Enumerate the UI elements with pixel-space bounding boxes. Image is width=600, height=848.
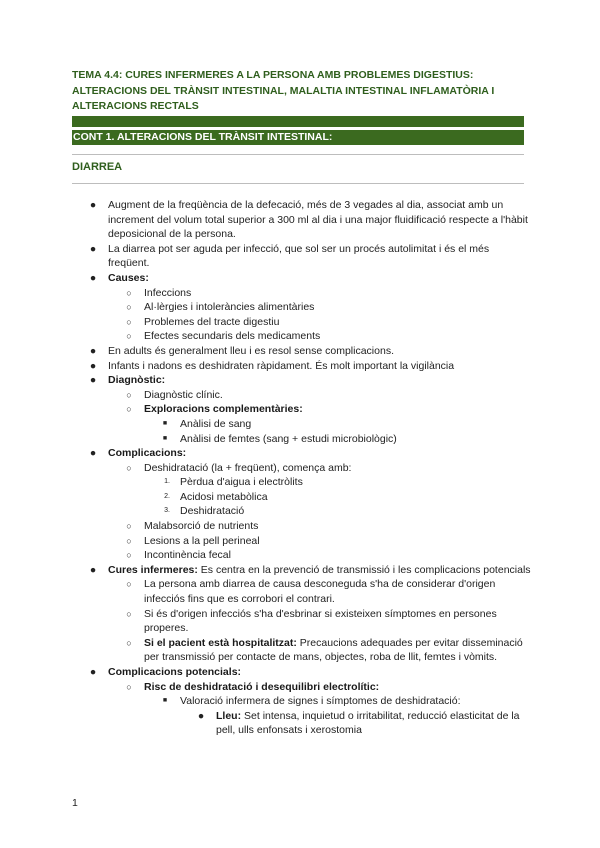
list-item: ● Augment de la freqüència de la defecació, més de 3 vegades al dia, associat amb un increment del volum total superior a 300 ml al dia i una major fluidificació respecte a l'hàbit deposicional de la persona. [72,198,532,242]
circle-marker: ○ [126,637,132,648]
bullet-marker: ● [89,666,97,678]
circle-marker: ○ [126,316,132,327]
bullet-marker: ● [89,242,97,255]
list-item: ● Diagnòstic: ○ Diagnòstic clínic. ○ Exploracions complementàries: ■ Anàlisi de sang ■ Anàlisi de femtes (sang + estudi microbiològic) [72,373,532,446]
list-item: ○ Si és d'origen infecciós s'ha d'esbrinar si existeixen símptomes en persones properes. [108,607,532,636]
list-item: ○ Efectes secundaris dels medicaments [108,329,532,344]
list-item: ○ Risc de deshidratació i desequilibri electrolític: ■ Valoració infermera de signes i símptomes de deshidratació: ● Lleu: Set intensa, inquietud o irritabilitat, reducció elasticitat de la pell, ulls enfonsats i xerostomia [108,680,532,738]
bullet-marker: ● [89,563,97,576]
list-item: ● Complicacions potencials: ○ Risc de deshidratació i desequilibri electrolític: ■ Valoració infermera de signes i símptomes de deshidratació: ● Lleu: Set intensa, inquietud o irritabilitat, reducció elasticitat de la pell, ulls enfonsats i xerostomia [72,665,532,738]
list-item: ● En adults és generalment lleu i es resol sense complicacions. [72,344,532,359]
list-item: ● Cures infermeres: Es centra en la prevenció de transmissió i les complicacions potencials ○ La persona amb diarrea de causa desconeguda s'ha de considerar d'origen infecciós fins que es corrobori el contrari. ○ Si és d'origen infecciós s'ha d'esbrinar si existeixen símptomes en persones properes. ○ Si el pacient està hospitalitzat: Precaucions adequades per evitar disseminació per transmissió per contacte de mans, objectes, roba de llit, femtes i vòmits. [72,563,532,665]
list-item: ○ Exploracions complementàries: ■ Anàlisi de sang ■ Anàlisi de femtes (sang + estudi microbiològic) [108,402,532,446]
square-marker: ■ [162,697,168,705]
list-item: ● Lleu: Set intensa, inquietud o irritabilitat, reducció elasticitat de la pell, ulls enfonsats i xerostomia [180,709,532,738]
circle-marker: ○ [126,550,132,561]
number-marker: 3. [164,507,170,515]
bullet-marker: ● [89,271,97,284]
list-item: ○ La persona amb diarrea de causa desconeguda s'ha de considerar d'origen infecciós fins que es corrobori el contrari. [108,577,532,606]
title-underline-bar [72,116,524,127]
list-item: 3. Deshidratació [144,504,532,519]
list-item: ○ Incontinència fecal [108,548,532,563]
list-item: ● Causes: ○ Infeccions ○ Al·lèrgies i intoleràncies alimentàries ○ Problemes del tracte digestiu ○ Efectes secundaris dels medicaments [72,271,532,344]
list-item: ■ Valoració infermera de signes i símptomes de deshidratació: ● Lleu: Set intensa, inquietud o irritabilitat, reducció elasticitat de la pell, ulls enfonsats i xerostomia [144,694,532,738]
bullet-marker: ● [89,374,97,387]
document-title: TEMA 4.4: CURES INFERMERES A LA PERSONA AMB PROBLEMES DIGESTIUS: ALTERACIONS DEL TRÀNSIT INTESTINAL, MALALTIA INTESTINAL INFLAMATÒRIA I ALTERACIONS RECTALS [72,69,495,112]
bullet-marker: ● [89,344,97,357]
subsection-divider [72,183,524,184]
content-list [72,198,532,738]
bullet-marker: ● [197,709,205,722]
circle-marker: ○ [126,404,132,415]
list-item: ○ Diagnòstic clínic. [108,388,532,403]
section-heading: CONT 1. ALTERACIONS DEL TRÀNSIT INTESTINAL: [72,130,524,145]
circle-marker: ○ [126,681,132,692]
list-item: ○ Si el pacient està hospitalitzat: Precaucions adequades per evitar disseminació per transmissió per contacte de mans, objectes, roba de llit, femtes i vòmits. [108,636,532,665]
circle-marker: ○ [126,608,132,619]
bullet-marker: ● [89,447,97,460]
circle-marker: ○ [126,331,132,342]
list-item: 2. Acidosi metabòlica [144,490,532,505]
circle-marker: ○ [126,287,132,298]
bullet-marker: ● [89,359,97,372]
circle-marker: ○ [126,579,132,590]
list-item: ○ Lesions a la pell perineal [108,534,532,549]
square-marker: ■ [162,434,168,442]
circle-marker: ○ [126,302,132,313]
number-marker: 2. [164,492,170,500]
list-item: ○ Deshidratació (la + freqüent), comença amb: 1. Pèrdua d'aigua i electròlits 2. Acidosi metabòlica 3. Deshidratació [108,461,532,519]
list-item: ○ Infeccions [108,286,532,301]
circle-marker: ○ [126,389,132,400]
number-marker: 1. [164,478,170,486]
subsection-heading: DIARREA [72,161,123,173]
list-item: ■ Anàlisi de femtes (sang + estudi microbiològic) [144,432,532,447]
circle-marker: ○ [126,521,132,532]
list-item: ○ Al·lèrgies i intoleràncies alimentàries [108,300,532,315]
list-item: 1. Pèrdua d'aigua i electròlits [144,475,532,490]
list-item: ○ Problemes del tracte digestiu [108,315,532,330]
list-item: ○ Malabsorció de nutrients [108,519,532,534]
list-item: ● La diarrea pot ser aguda per infecció, que sol ser un procés autolimitat i és el més freqüent. [72,242,532,271]
list-item: ■ Anàlisi de sang [144,417,532,432]
circle-marker: ○ [126,535,132,546]
page-number: 1 [72,797,78,809]
list-item: ● Infants i nadons es deshidraten ràpidament. És molt important la vigilància [72,359,532,374]
circle-marker: ○ [126,462,132,473]
square-marker: ■ [162,419,168,427]
list-item: ● Complicacions: ○ Deshidratació (la + freqüent), comença amb: 1. Pèrdua d'aigua i electròlits 2. Acidosi metabòlica 3. Deshidratació ○ Malabsorció de nutrients ○ Lesions a la pell perineal ○ Incontinència fecal [72,446,532,563]
bullet-marker: ● [89,199,97,211]
section-divider [72,154,524,155]
